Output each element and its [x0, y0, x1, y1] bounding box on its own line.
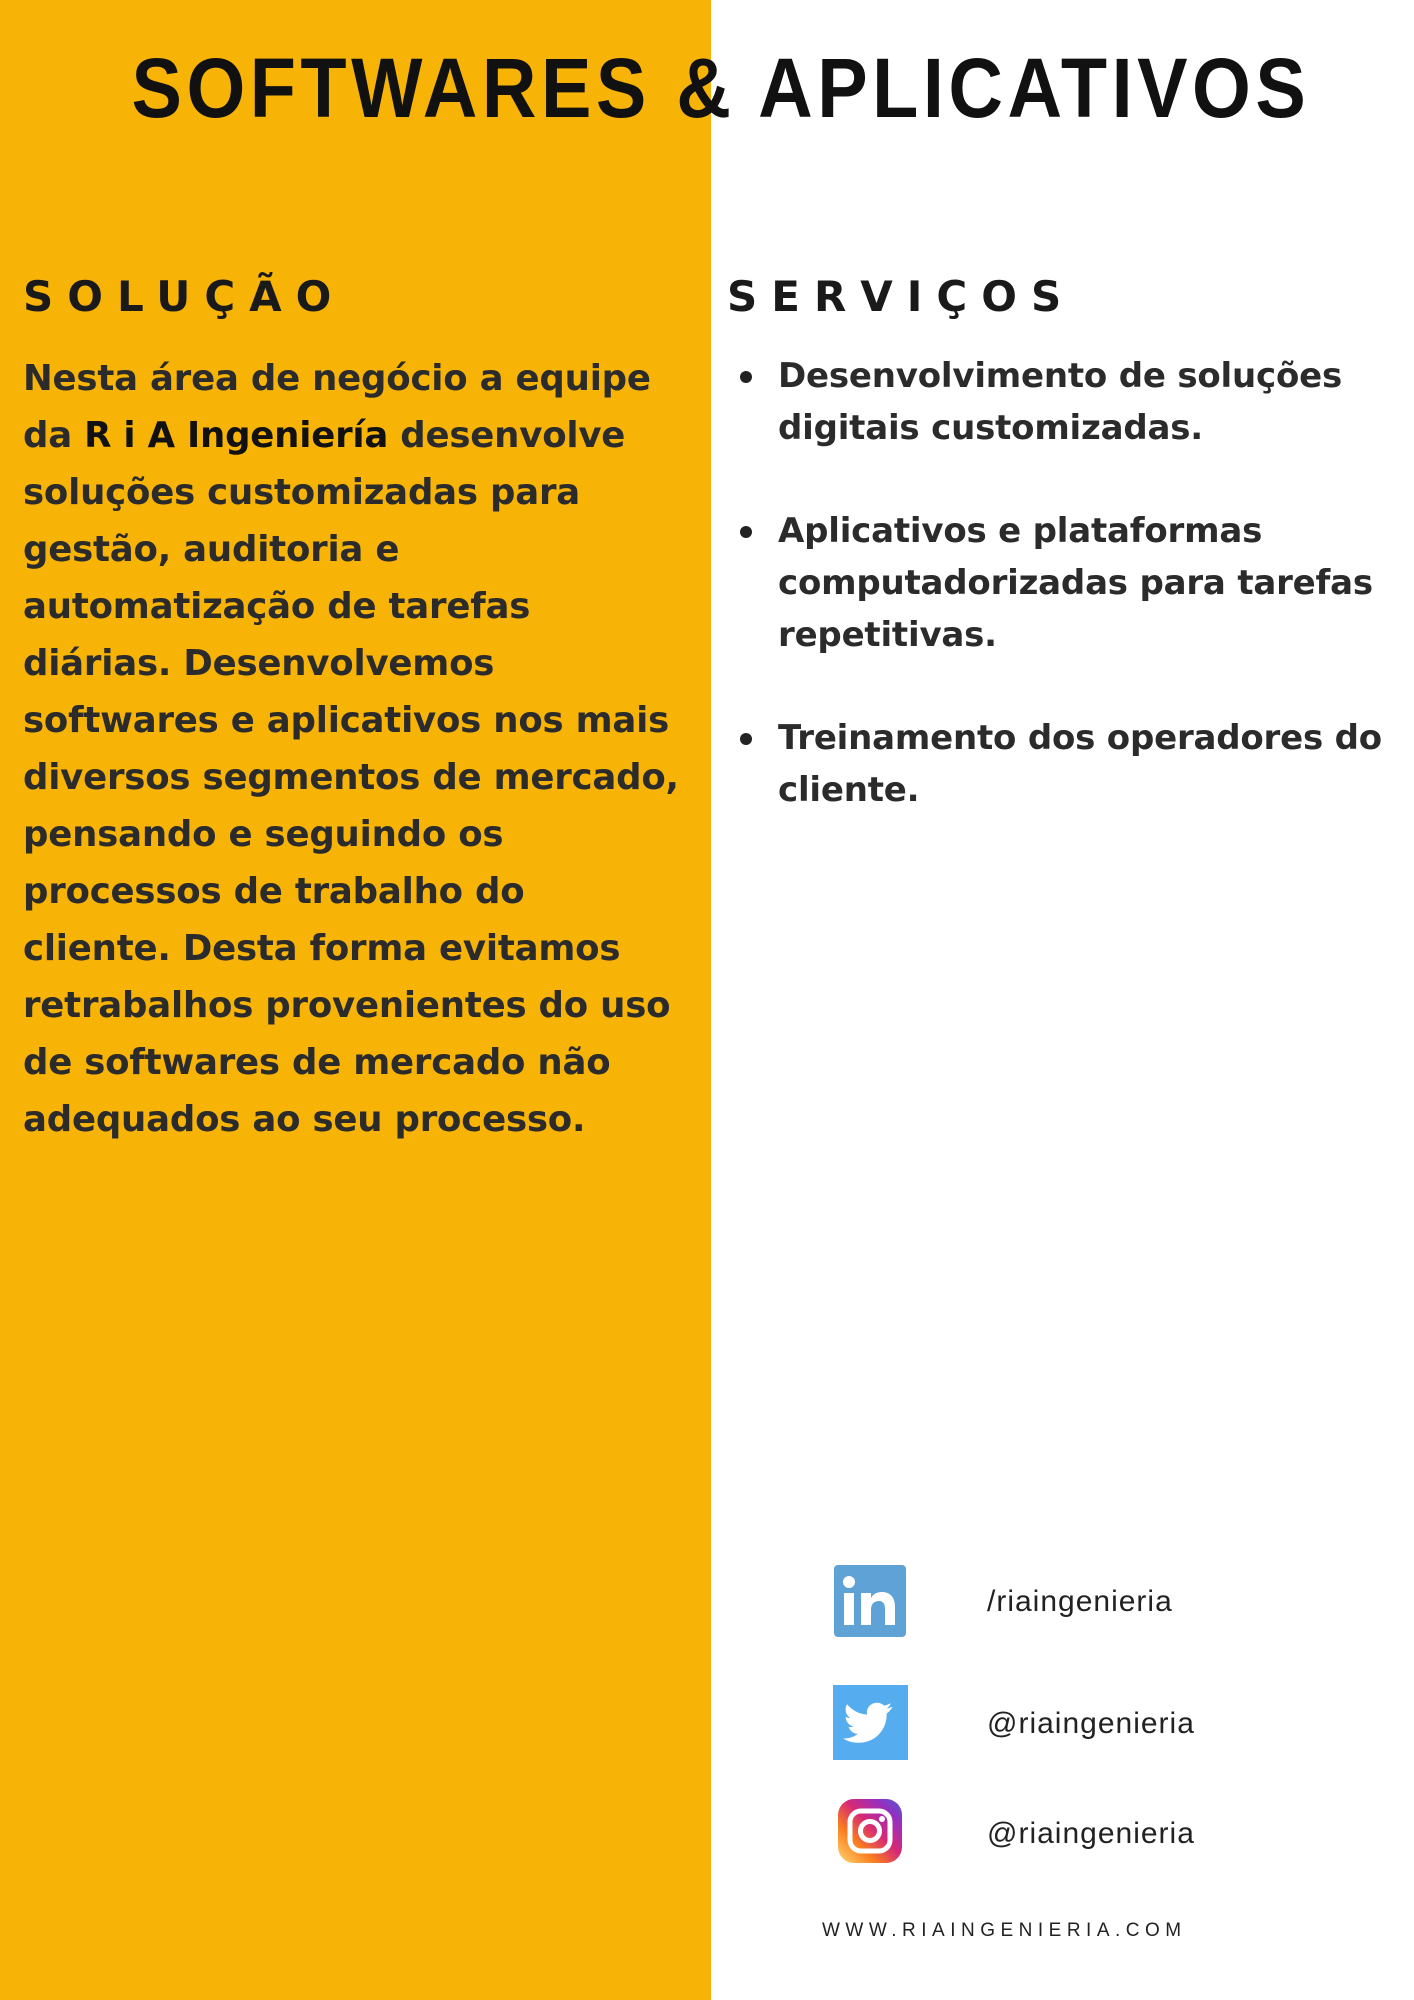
social-row-twitter: [0, 1685, 1414, 1765]
solution-heading: SOLUÇÃO: [23, 272, 346, 321]
twitter-icon[interactable]: [833, 1685, 908, 1760]
service-item: Treinamento dos operadores do cliente.: [740, 712, 1400, 816]
page-title: SOFTWARES & APLICATIVOS: [131, 41, 1311, 135]
solution-paragraph: [23, 350, 683, 1148]
instagram-icon[interactable]: [834, 1795, 906, 1867]
twitter-handle[interactable]: @riaingenieria: [987, 1707, 1195, 1740]
linkedin-handle[interactable]: /riaingenieria: [987, 1585, 1173, 1618]
solution-body: desenvolve soluções customizadas para gestão, auditoria e automatização de tarefas diárias. Desenvolvemos softwares e aplicativos nos mais diversos segmentos de mercado, pensando e seguindo os processos de trabalho do cliente. Desta forma evitamos retrabalhos provenientes do uso de softwares de mercado não adequados ao seu processo.: [23, 415, 679, 1140]
services-list: [740, 350, 1400, 867]
website-link[interactable]: WWW.RIAINGENIERIA.COM: [822, 1920, 1187, 1941]
solution-intro: Nesta área de negócio a equipe da: [23, 358, 651, 456]
social-row-instagram: [0, 1795, 1414, 1875]
service-item: Aplicativos e plataformas computadorizadas para tarefas repetitivas.: [740, 505, 1400, 661]
brand-name: R i A Ingeniería: [84, 415, 389, 456]
social-row-linkedin: [0, 1565, 1414, 1645]
linkedin-icon[interactable]: [834, 1565, 906, 1637]
service-item: Desenvolvimento de soluções digitais customizadas.: [740, 350, 1400, 454]
services-heading: SERVIÇOS: [727, 272, 1076, 321]
instagram-handle[interactable]: @riaingenieria: [987, 1817, 1195, 1850]
